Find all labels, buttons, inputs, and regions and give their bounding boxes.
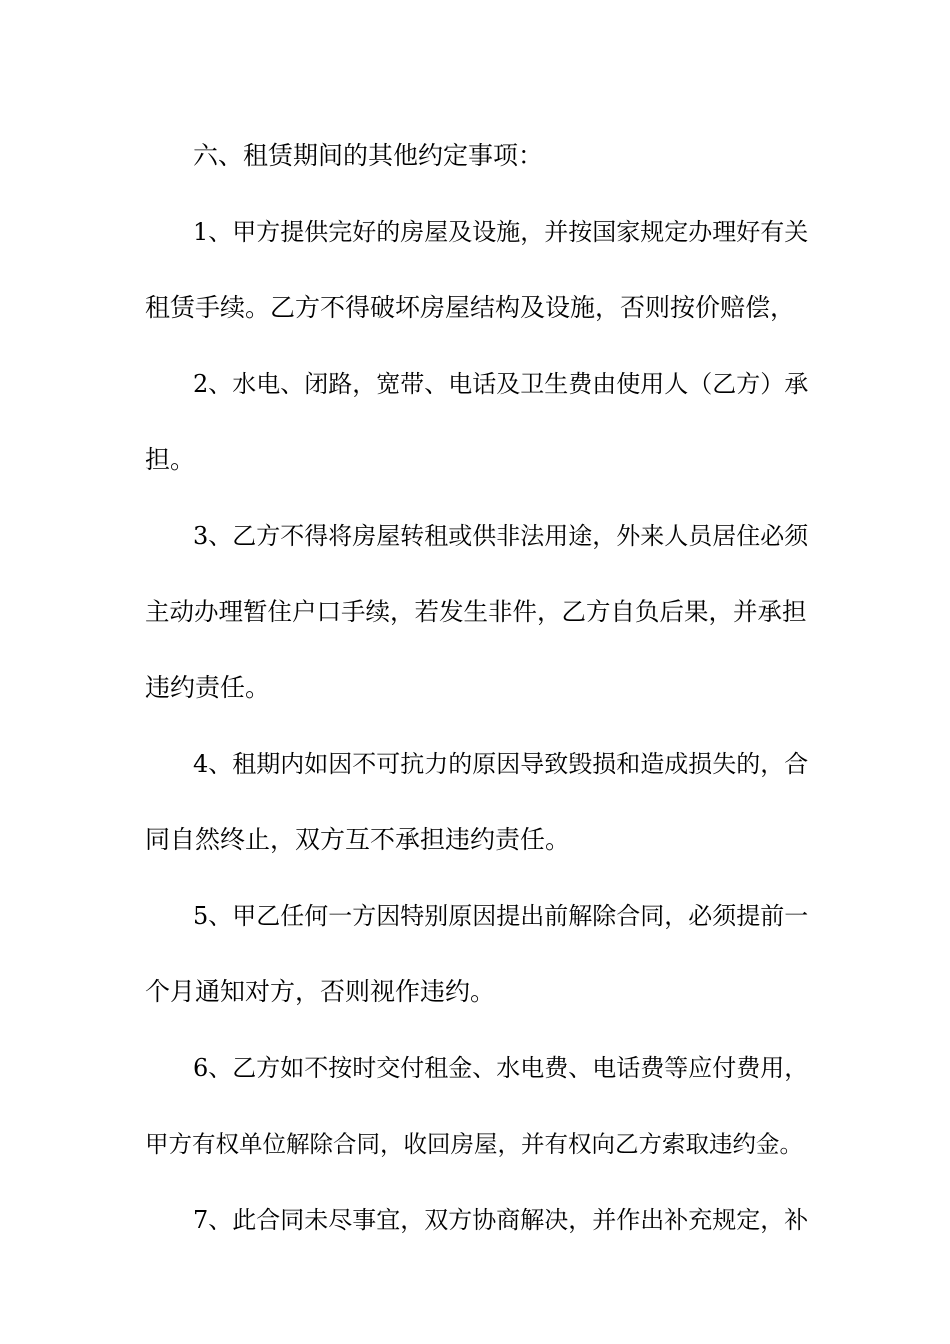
text-line: 租赁手续。乙方不得破坏房屋结构及设施，否则按价赔偿， <box>145 293 796 322</box>
text-line: 违约责任。 <box>145 673 271 702</box>
text-line: 同自然终止，双方互不承担违约责任。 <box>145 825 571 854</box>
document-body <box>145 118 811 1258</box>
text-line: 2、水电、闭路，宽带、电话及卫生费由使用人（乙方）承 <box>193 370 809 398</box>
text-line: 主动办理暂住户口手续，若发生非件，乙方自负后果，并承担 <box>145 597 807 626</box>
text-line: 4、租期内如因不可抗力的原因导致毁损和造成损失的，合 <box>193 750 809 778</box>
text-line: 3、乙方不得将房屋转租或供非法用途，外来人员居住必须 <box>193 522 809 550</box>
text-line: 担。 <box>145 445 196 474</box>
text-line: 6、乙方如不按时交付租金、水电费、电话费等应付费用， <box>193 1054 809 1082</box>
text-line: 7、此合同未尽事宜，双方协商解决，并作出补充规定，补 <box>193 1206 809 1234</box>
text-line: 1、甲方提供完好的房屋及设施，并按国家规定办理好有关 <box>193 218 809 246</box>
text-line: 个月通知对方，否则视作违约。 <box>145 977 496 1006</box>
text-line: 甲方有权单位解除合同，收回房屋，并有权向乙方索取违约金。 <box>145 1130 803 1158</box>
text-line: 5、甲乙任何一方因特别原因提出前解除合同，必须提前一 <box>193 902 809 930</box>
text-line: 六、租赁期间的其他约定事项： <box>193 141 544 170</box>
